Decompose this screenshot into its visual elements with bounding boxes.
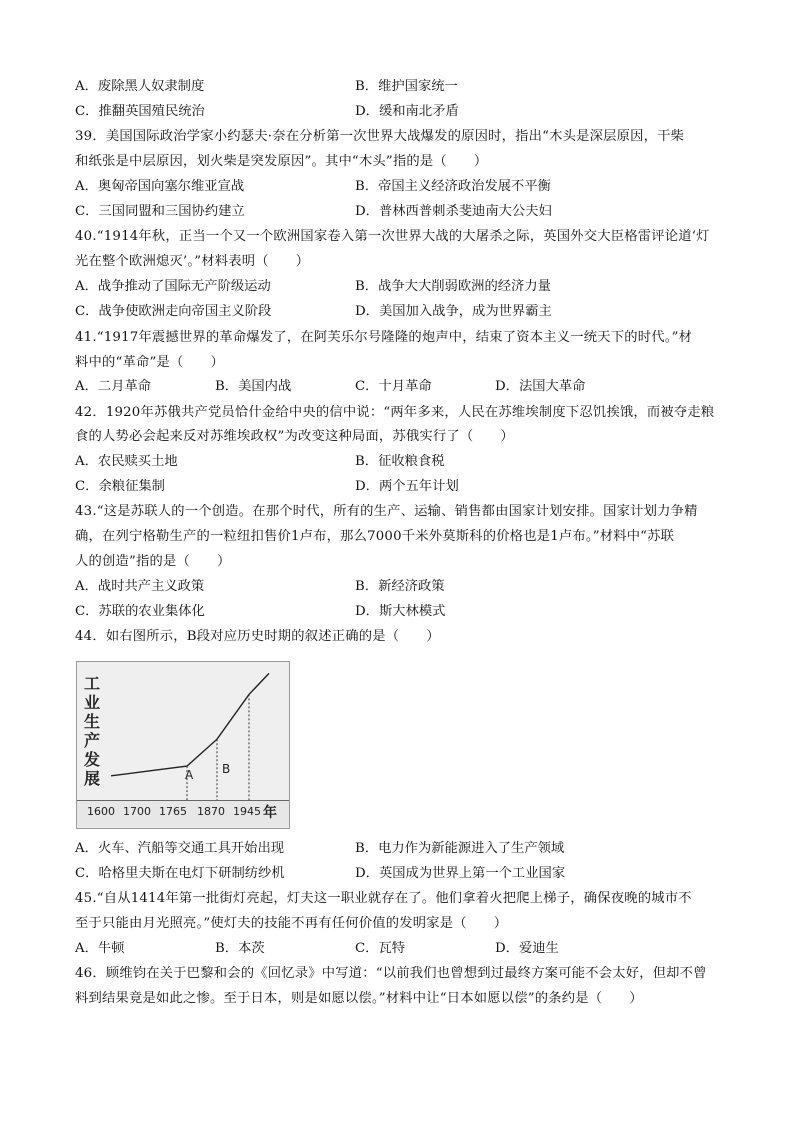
q38-option-a[interactable]: A．废除黑人奴隶制度 bbox=[75, 79, 205, 94]
q38-option-c[interactable]: C．推翻英国殖民统治 bbox=[75, 104, 205, 119]
x-tick-label: 1600 bbox=[87, 805, 115, 818]
x-tick-label: 1700 bbox=[123, 805, 151, 818]
q44-option-d[interactable]: D．英国成为世界上第一个工业国家 bbox=[355, 866, 566, 881]
q41-option-d[interactable]: D．法国大革命 bbox=[495, 379, 586, 394]
chart-x-axis bbox=[77, 800, 289, 827]
segment-label-b: B bbox=[222, 762, 231, 776]
y-label-char: 工 bbox=[83, 674, 100, 693]
q43-option-b[interactable]: B．新经济政策 bbox=[355, 579, 445, 594]
q43-option-a[interactable]: A．战时共产主义政策 bbox=[75, 579, 205, 594]
q41-option-b[interactable]: B．美国内战 bbox=[215, 379, 292, 394]
q40-option-b[interactable]: B．战争大大削弱欧洲的经济力量 bbox=[355, 279, 551, 294]
q44-option-a[interactable]: A．火车、汽船等交通工具开始出现 bbox=[75, 841, 285, 856]
x-tick-label: 1765 bbox=[159, 805, 187, 818]
q41-option-c[interactable]: C．十月革命 bbox=[355, 379, 432, 394]
segment-label-a: A bbox=[185, 768, 194, 782]
y-label-char: 发 bbox=[83, 750, 100, 769]
q43-stem-line-1: 43.“这是苏联人的一个创造。在那个时代，所有的生产、运输、销售都由国家计划安排。国家计划力争精 bbox=[75, 504, 698, 519]
q39-option-d[interactable]: D．普林西普刺杀斐迪南大公夫妇 bbox=[355, 204, 552, 219]
q40-option-d[interactable]: D．美国加入战争，成为世界霸主 bbox=[355, 304, 552, 319]
q42-stem-line-2: 食的人势必会起来反对苏维埃政权”为改变这种局面，苏俄实行了（ ） bbox=[75, 429, 514, 444]
q41-stem-line-2: 料中的“革命”是（ ） bbox=[75, 355, 224, 370]
industrial-growth-chart bbox=[76, 661, 290, 829]
q45-stem-line-2: 至于只能由月光照亮。”使灯夫的技能不再有任何价值的发明家是（ ） bbox=[75, 916, 508, 931]
q40-option-c[interactable]: C．战争使欧洲走向帝国主义阶段 bbox=[75, 304, 272, 319]
q42-stem-line-1: 42．1920年苏俄共产党员恰什金给中央的信中说：“两年多来，人民在苏维埃制度下忍饥挨饿，而被夺走粮 bbox=[75, 405, 715, 420]
q42-option-b[interactable]: B．征收粮食税 bbox=[355, 454, 445, 469]
growth-curve bbox=[111, 673, 269, 775]
q40-option-a[interactable]: A．战争推动了国际无产阶级运动 bbox=[75, 279, 271, 294]
q42-option-d[interactable]: D．两个五年计划 bbox=[355, 479, 459, 494]
y-label-char: 生 bbox=[83, 712, 100, 731]
q43-option-d[interactable]: D．斯大林模式 bbox=[355, 604, 446, 619]
q46-stem-line-2: 料到结果竟是如此之惨。至于日本，则是如愿以偿。”材料中让“日本如愿以偿”的条约是（ ） bbox=[75, 991, 643, 1006]
q40-stem-line-2: 光在整个欧洲熄灭’。”材料表明（ ） bbox=[75, 254, 310, 269]
q44-option-c[interactable]: C．哈格里夫斯在电灯下研制纺纱机 bbox=[75, 866, 285, 881]
q40-stem-line-1: 40.“1914年秋，正当一个又一个欧洲国家卷入第一次世界大战的大屠杀之际，英国外交大臣格雷评论道‘灯 bbox=[75, 229, 710, 244]
q41-stem-line-1: 41.“1917年震撼世界的革命爆发了，在阿芙乐尔号隆隆的炮声中，结束了资本主义一统天下的时代。”材 bbox=[75, 330, 693, 345]
q45-option-d[interactable]: D．爱迪生 bbox=[495, 941, 559, 956]
q41-option-a[interactable]: A．二月革命 bbox=[75, 379, 152, 394]
q45-option-a[interactable]: A．牛顿 bbox=[75, 941, 125, 956]
q39-option-a[interactable]: A．奥匈帝国向塞尔维亚宣战 bbox=[75, 179, 245, 194]
q43-stem-line-2: 确，在列宁格勒生产的一粒纽扣售价1卢布，那么7000千米外莫斯科的价格也是1卢布。”材料中“苏联 bbox=[75, 529, 675, 544]
q39-option-b[interactable]: B．帝国主义经济政治发展不平衡 bbox=[355, 179, 551, 194]
q43-stem-line-3: 人的创造”指的是（ ） bbox=[75, 554, 231, 569]
q46-stem-line-1: 46．顾维钧在关于巴黎和会的《回忆录》中写道：“以前我们也曾想到过最终方案可能不会太好，但却不曾 bbox=[75, 966, 707, 981]
y-label-char: 展 bbox=[83, 769, 100, 788]
q42-option-c[interactable]: C．余粮征集制 bbox=[75, 479, 165, 494]
q45-option-c[interactable]: C．瓦特 bbox=[355, 941, 406, 956]
q38-option-d[interactable]: D．缓和南北矛盾 bbox=[355, 104, 459, 119]
y-label-char: 业 bbox=[83, 693, 100, 712]
q39-option-c[interactable]: C．三国同盟和三国协约建立 bbox=[75, 204, 245, 219]
q42-option-a[interactable]: A．农民赎买土地 bbox=[75, 454, 178, 469]
chart-plot-area bbox=[77, 662, 289, 802]
q45-stem-line-1: 45.“自从1414年第一批街灯亮起，灯夫这一职业就存在了。他们拿着火把爬上梯子，确保夜晚的城市不 bbox=[75, 891, 692, 906]
y-label-char: 产 bbox=[83, 731, 100, 750]
x-axis-unit: 年 bbox=[263, 805, 277, 821]
q45-option-b[interactable]: B．本茨 bbox=[215, 941, 265, 956]
x-tick-label: 1870 bbox=[197, 805, 225, 818]
q44-option-b[interactable]: B．电力作为新能源进入了生产领域 bbox=[355, 841, 565, 856]
q43-option-c[interactable]: C．苏联的农业集体化 bbox=[75, 604, 205, 619]
q39-stem-line-2: 和纸张是中层原因，划火柴是突发原因”。其中“木头”指的是（ ） bbox=[75, 154, 488, 169]
q44-stem-line-1: 44．如右图所示，B段对应历史时期的叙述正确的是（ ） bbox=[75, 629, 440, 644]
q39-stem-line-1: 39．美国国际政治学家小约瑟夫·奈在分析第一次世界大战爆发的原因时，指出“木头是深层原因，干柴 bbox=[75, 129, 685, 144]
x-tick-label: 1945 bbox=[233, 805, 261, 818]
q38-option-b[interactable]: B．维护国家统一 bbox=[355, 79, 458, 94]
